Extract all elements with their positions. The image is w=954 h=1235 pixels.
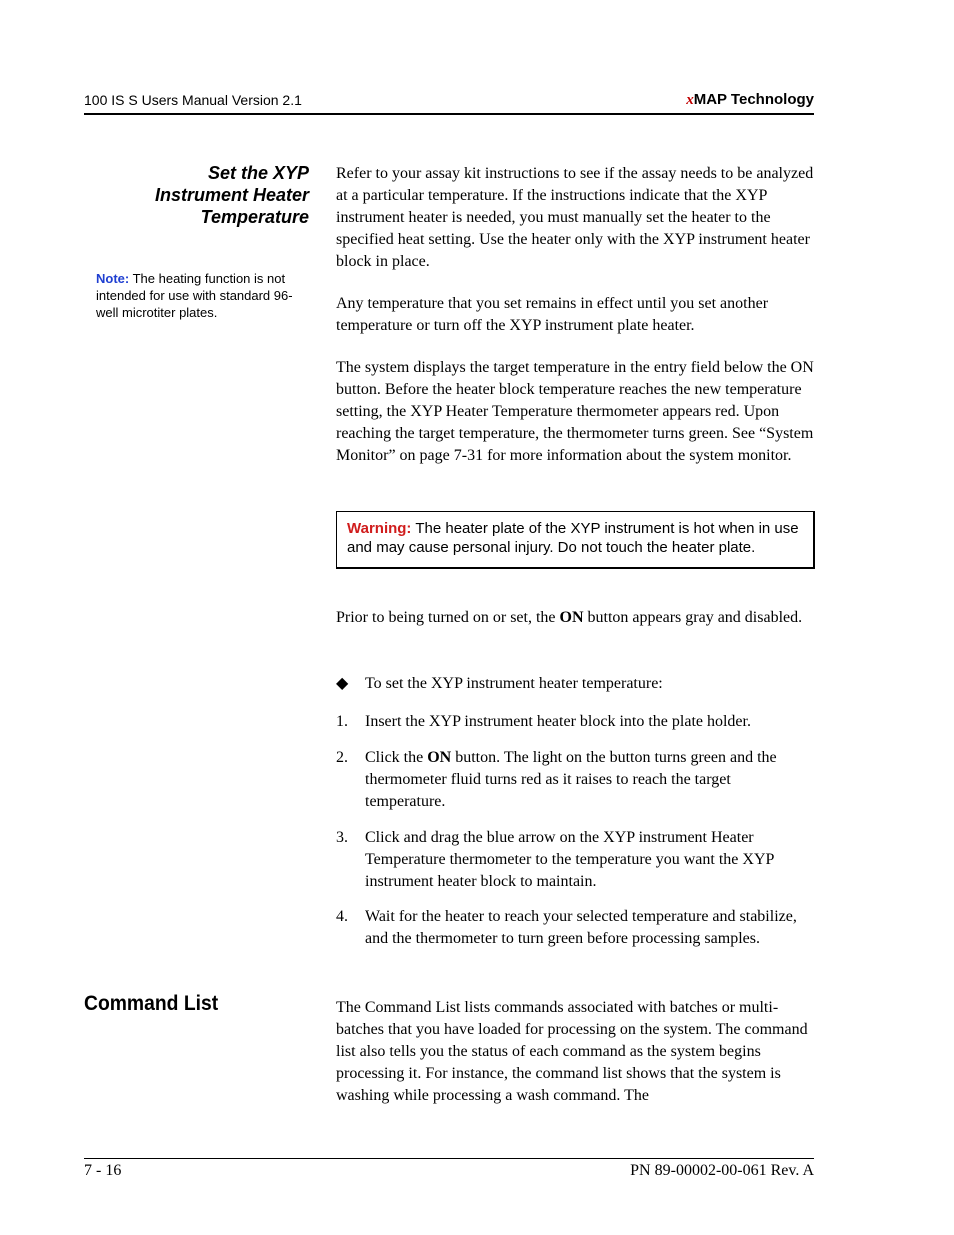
paragraph-4-a: Prior to being turned on or set, the xyxy=(336,609,560,626)
section-heading-heater xyxy=(89,162,309,228)
step-text xyxy=(365,906,814,950)
step-text-a: Click and drag the blue arrow on the XYP instrument Heater Temperature thermometer to the temperature you want the XYP instrument heater block to maintain. xyxy=(365,829,774,890)
step-number: 2. xyxy=(336,749,348,766)
step-text-bold: ON xyxy=(427,749,452,766)
step-text xyxy=(365,711,814,733)
running-header-brand xyxy=(686,91,814,109)
section-heading-command-list: Command List xyxy=(84,992,219,1015)
header-rule xyxy=(84,113,814,115)
step-text-b: button. The light on the button turns green and the thermometer fluid turns red as it raises to reach the target temperature. xyxy=(365,749,777,810)
step-number: 3. xyxy=(336,829,348,846)
step-3 xyxy=(336,827,814,893)
step-text-a: Wait for the heater to reach your selected temperature and stabilize, and the thermometer to turn green before processing samples. xyxy=(365,908,797,947)
brand-rest: MAP Technology xyxy=(693,91,814,108)
step-number: 1. xyxy=(336,713,348,730)
diamond-bullet-icon: ◆ xyxy=(336,675,349,692)
procedure-title-text: To set the XYP instrument heater temperature: xyxy=(365,675,663,692)
paragraph-1 xyxy=(336,163,814,273)
step-text-a: Insert the XYP instrument heater block into the plate holder. xyxy=(365,713,751,730)
heading-line-3: Temperature xyxy=(200,207,309,227)
step-text xyxy=(365,827,814,893)
step-4 xyxy=(336,906,814,950)
step-1 xyxy=(336,711,814,733)
note-text: The heating function is not intended for use with standard 96-well microtiter plates. xyxy=(96,271,293,320)
side-note xyxy=(96,270,296,321)
heading-line-2: Instrument Heater xyxy=(154,185,309,205)
step-number: 4. xyxy=(336,908,348,925)
paragraph-4-bold: ON xyxy=(559,609,584,626)
paragraph-1-text: Refer to your assay kit instructions to see if the assay needs to be analyzed at a particular temperature. If the instructions indicate that the XYP instrument heater is needed, you must manually set the heater to the specified heat setting. Use the heater only with the XYP instrument heater block in place. xyxy=(336,165,814,270)
command-list-paragraph xyxy=(336,997,814,1107)
footer-rule xyxy=(84,1158,814,1159)
paragraph-3 xyxy=(336,357,814,467)
paragraph-4 xyxy=(336,607,814,629)
paragraph-2-text: Any temperature that you set remains in effect until you set another temperature or turn off the XYP instrument plate heater. xyxy=(336,295,769,334)
step-text xyxy=(365,747,814,813)
procedure-title xyxy=(336,673,814,695)
brand-x: x xyxy=(686,92,694,108)
part-number: PN 89-00002-00-061 Rev. A xyxy=(630,1162,814,1179)
paragraph-2 xyxy=(336,293,814,337)
warning-box xyxy=(336,511,815,569)
warning-label: Warning: xyxy=(347,520,412,537)
paragraph-4-b: button appears gray and disabled. xyxy=(583,609,803,626)
page-number: 7 - 16 xyxy=(84,1162,122,1179)
step-2 xyxy=(336,747,814,813)
command-list-paragraph-text: The Command List lists commands associated with batches or multi-batches that you have loaded for processing on the system. The command list also tells you the status of each command as the system begins processing it. For instance, the command list shows that the system is washing while processing a wash command. The xyxy=(336,999,808,1104)
warning-text: The heater plate of the XYP instrument is hot when in use and may cause personal injury. Do not touch the heater plate. xyxy=(347,520,799,556)
step-text-a: Click the xyxy=(365,749,428,766)
running-header-title: 100 IS S Users Manual Version 2.1 xyxy=(84,92,302,108)
note-label: Note: xyxy=(96,271,130,286)
heading-line-1: Set the XYP xyxy=(207,163,309,183)
paragraph-3-text: The system displays the target temperature in the entry field below the ON button. Before the heater block temperature reaches the new temperature setting, the XYP Heater Temperature thermometer appears red. Upon reaching the target temperature, the thermometer turns green. See “System Monitor” on page 7-31 for more information about the system monitor. xyxy=(336,359,814,464)
